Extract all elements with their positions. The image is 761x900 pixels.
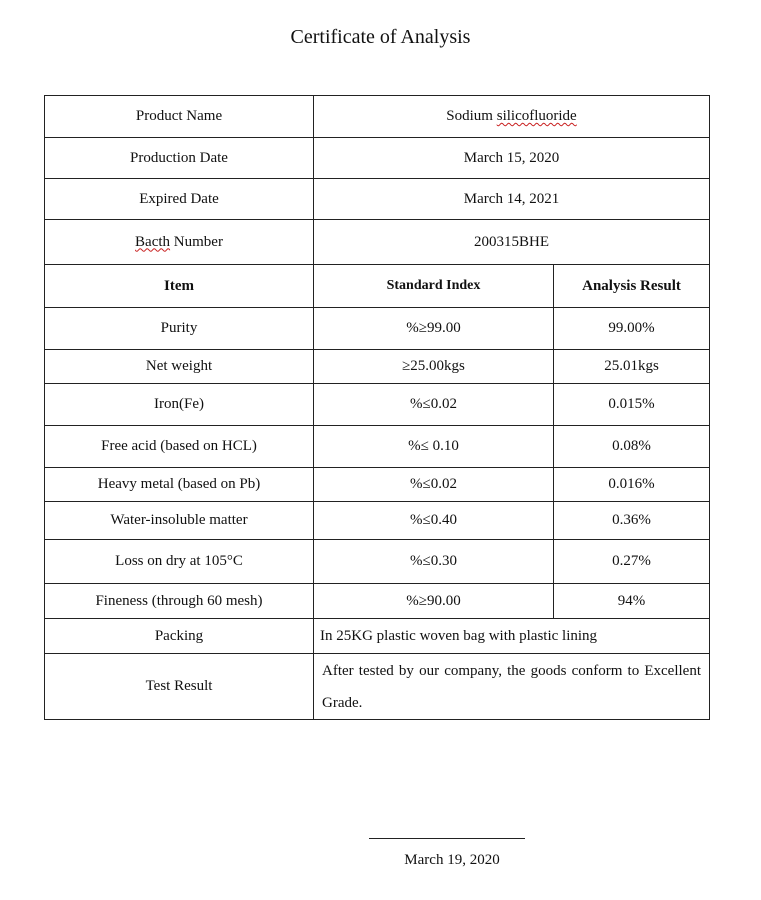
test-row (45, 584, 710, 619)
test-row (45, 540, 710, 584)
batch-number-label-rest: Number (170, 233, 223, 250)
analysis-table (44, 95, 710, 720)
test-item: Fineness (through 60 mesh) (45, 584, 314, 619)
test-item: Water-insoluble matter (45, 502, 314, 540)
test-result: 0.016% (554, 468, 710, 502)
test-result: 94% (554, 584, 710, 619)
test-result: 0.27% (554, 540, 710, 584)
product-name-value (314, 96, 710, 138)
product-name-prefix: Sodium (446, 108, 497, 124)
test-row (45, 350, 710, 384)
test-item: Purity (45, 308, 314, 350)
column-header-result: Analysis Result (554, 265, 710, 308)
test-item: Iron(Fe) (45, 384, 314, 426)
column-header-standard: Standard Index (314, 265, 554, 308)
test-row (45, 468, 710, 502)
column-header-item: Item (45, 265, 314, 308)
batch-number-label (45, 220, 314, 265)
expired-date-row (45, 179, 710, 220)
production-date-row (45, 138, 710, 179)
packing-value: In 25KG plastic woven bag with plastic lining (314, 619, 710, 654)
test-standard: ≥25.00kgs (314, 350, 554, 384)
expired-date-value: March 14, 2021 (314, 179, 710, 220)
test-result: 99.00% (554, 308, 710, 350)
product-name-spellcheck-word: silicofluoride (496, 108, 577, 124)
test-standard: %≤0.02 (314, 468, 554, 502)
test-row (45, 384, 710, 426)
batch-number-row (45, 220, 710, 265)
test-item: Loss on dry at 105°C (45, 540, 314, 584)
test-standard: %≥99.00 (314, 308, 554, 350)
test-result: 0.015% (554, 384, 710, 426)
packing-row (45, 619, 710, 654)
signature-line (369, 838, 525, 839)
test-item: Heavy metal (based on Pb) (45, 468, 314, 502)
production-date-value: March 15, 2020 (314, 138, 710, 179)
test-row (45, 502, 710, 540)
test-standard: %≤ 0.10 (314, 426, 554, 468)
test-standard: %≤0.30 (314, 540, 554, 584)
test-result: 25.01kgs (554, 350, 710, 384)
column-header-row (45, 265, 710, 308)
packing-label: Packing (45, 619, 314, 654)
batch-number-spellcheck-word: Bacth (135, 233, 171, 250)
test-result-label: Test Result (45, 654, 314, 720)
product-name-row (45, 96, 710, 138)
test-result: 0.08% (554, 426, 710, 468)
test-standard: %≤0.40 (314, 502, 554, 540)
test-item: Free acid (based on HCL) (45, 426, 314, 468)
test-result-row (45, 654, 710, 720)
signature-date: March 19, 2020 (404, 852, 500, 868)
test-row (45, 426, 710, 468)
test-result: 0.36% (554, 502, 710, 540)
batch-number-value: 200315BHE (314, 220, 710, 265)
test-standard: %≤0.02 (314, 384, 554, 426)
product-name-label: Product Name (45, 96, 314, 138)
expired-date-label: Expired Date (45, 179, 314, 220)
test-item: Net weight (45, 350, 314, 384)
production-date-label: Production Date (45, 138, 314, 179)
test-row (45, 308, 710, 350)
test-result-value: After tested by our company, the goods conform to Excellent Grade. (314, 654, 710, 720)
test-standard: %≥90.00 (314, 584, 554, 619)
document-title: Certificate of Analysis (290, 26, 471, 48)
